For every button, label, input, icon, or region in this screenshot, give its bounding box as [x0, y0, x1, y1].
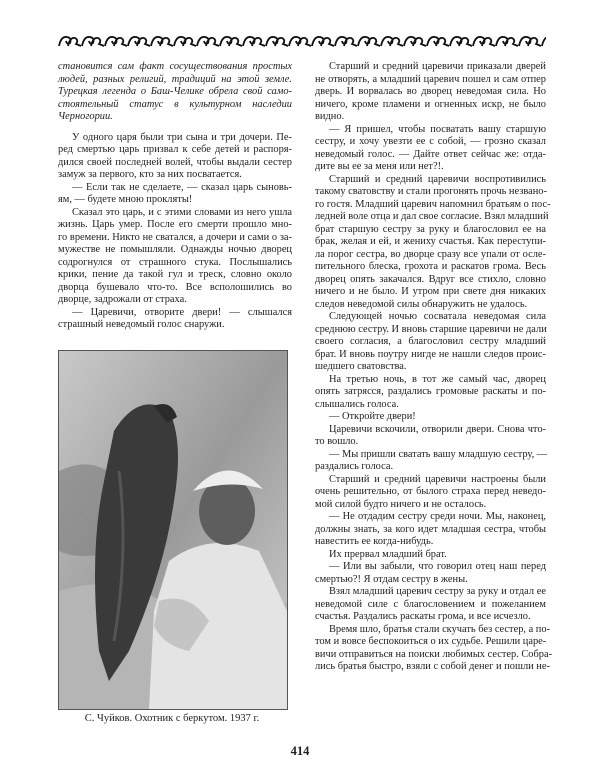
- text-line: такому сватовству и стали прогонять прочь незвано-: [315, 186, 547, 197]
- text-line: опять затрясся, раздались громовые раскаты и по-: [315, 386, 546, 397]
- text-line: мой силой будто ничего и не осталось.: [315, 498, 487, 510]
- text-line: раздались голоса.: [315, 461, 394, 472]
- text-line: дворца бушевало что-то. Все всполошились во: [58, 281, 292, 293]
- text-line: неведомой силе с благословением и пожеланием: [315, 598, 546, 610]
- text-line: видно.: [315, 111, 345, 122]
- illustration-hunter-with-eagle: [58, 350, 288, 710]
- wave-scroll-ornament-icon: [58, 34, 546, 48]
- text-line: неведомый голос. — Дайте ответ сейчас же: отда-: [315, 148, 546, 160]
- text-line: ледней воле отца и дал свое согласие. Взял младший: [315, 211, 549, 222]
- text-line: сестру, и хочу увезти ее с собой, — грозно сказал: [315, 136, 546, 147]
- text-line: содрогнулся от страшного стука. Послышались: [58, 256, 292, 268]
- paragraph: [58, 207, 292, 307]
- text-line: дите вы ее за меня или нет?!.: [315, 161, 444, 172]
- text-line: мужестве не помышляли. Однажды ночью дворец: [58, 244, 292, 255]
- text-line: дверь. И ворвалась во дворец неведомая сила. Но: [315, 86, 546, 97]
- text-line: слышались голоса.: [315, 398, 399, 410]
- text-line: пительного блеска, грохота и раскатов грома. Весь: [315, 261, 546, 272]
- text-line: должны знать, за кого идет младшая сестра, чтобы: [315, 523, 546, 535]
- text-line: очень решительно, от былого страха перед неведо-: [315, 486, 546, 497]
- text-line: У одного царя были три сына и три дочери. Пе-: [72, 131, 292, 143]
- text-line: брат. И вновь поутру нигде не нашли следов проис-: [315, 348, 546, 360]
- paragraph: [315, 424, 546, 449]
- paragraph: [315, 623, 553, 674]
- text-line: — Или вы забыли, что говорил отец наш перед: [329, 561, 546, 572]
- paragraph: [315, 374, 546, 412]
- text-line: го времени. Никто не сватался, а дочери и сами о за-: [58, 231, 292, 243]
- text-line: дворце, задрожали от страха.: [58, 294, 187, 305]
- text-line: навестить ее когда-нибудь.: [315, 536, 434, 547]
- paragraph: [315, 549, 546, 562]
- text-line: ред смертью царь призвал к себе детей и распоря-: [58, 144, 292, 155]
- text-line: ла порог сестра, во дворце сразу все упали от осле-: [315, 248, 546, 260]
- text-line: не отворять, а младший царевич пошел и сам отпер: [315, 73, 546, 85]
- text-line: следов неведомой силы обнаружить не удалось.: [315, 298, 528, 310]
- text-line: Их прервал младший брат.: [329, 548, 447, 560]
- text-line: брак, желая и ей, и жениху счастья. Как переступи-: [315, 236, 546, 247]
- figure-caption: С. Чуйков. Охотник с беркутом. 1937 г.: [84, 713, 260, 724]
- text-line: лись братья быстро, взяли с собой денег и пошли не-: [315, 661, 550, 672]
- page-number: 414: [290, 744, 310, 758]
- text-line: — Мы пришли сватать вашу младшую сестру, —: [329, 448, 548, 460]
- text-line: Время шло, братья стали скучать без сестер, а по-: [329, 623, 551, 635]
- paragraph: [315, 124, 546, 174]
- text-line: ям, — будете мною прокляты!: [58, 194, 193, 205]
- paragraph: [58, 132, 292, 182]
- text-line: Сказал это царь, и с этими словами из него ушла: [72, 206, 292, 218]
- text-line: ничего, кроме пламени и огненных искр, не было: [315, 98, 546, 110]
- text-line: крики, пение да такой гул и треск, словно около: [58, 269, 292, 280]
- text-line: Следующей ночью сосватала неведомая сила: [329, 311, 546, 322]
- text-line: Царевичи вскочили, отворили двери. Снова что-: [329, 423, 546, 435]
- paragraph: [315, 311, 546, 374]
- text-line: — Я пришел, чтобы посватать вашу старшую: [329, 123, 546, 135]
- paragraph: [315, 474, 546, 512]
- paragraph: [58, 182, 292, 207]
- paragraph: [315, 173, 551, 312]
- text-line: стоятельный статус в культурном наследии: [58, 98, 292, 110]
- text-line: Старший и средний царевичи настроены были: [329, 473, 546, 485]
- text-line: Старший и средний царевичи воспротивились: [329, 173, 546, 185]
- text-line: шедшего сватовства.: [315, 361, 407, 372]
- text-line: жизнь. Царь умер. После его смерти прошло мно-: [58, 219, 292, 230]
- text-line: — Если так не сделаете, — сказал царь сыновь-: [72, 181, 292, 193]
- text-line: — Откройте двери!: [329, 411, 416, 422]
- paragraph: [315, 511, 546, 549]
- text-line: брат старшую сестру за руку и благословил ее на: [315, 223, 546, 235]
- paragraph: [315, 449, 546, 474]
- text-line: дился своей последней волей, чтобы выдали сестер: [58, 156, 292, 168]
- text-line: людей, разных религий, традиций на этой земле.: [58, 73, 292, 85]
- paragraph: [315, 61, 546, 124]
- paragraph: [58, 61, 292, 124]
- right-column: [315, 61, 553, 674]
- text-line: замуж за первого, кто за них посватается.: [58, 169, 242, 180]
- text-line: счастья. Раздались раскаты грома, и все исчезло.: [315, 611, 531, 622]
- text-line: — Не отдадим сестру среди ночи. Мы, наконец,: [329, 511, 546, 522]
- text-line: Черногории.: [58, 111, 113, 122]
- text-line: — Царевичи, отворите двери! — слышался: [72, 306, 292, 318]
- text-line: своего согласия, а благословил сестру младший: [315, 336, 546, 347]
- paragraph: [315, 586, 546, 624]
- text-line: среднюю сестру. И вновь старшие царевичи не дали: [315, 323, 547, 335]
- text-line: ничего и не было. И утром при свете дня никаких: [315, 286, 546, 297]
- text-line: смертью?! Я отдам сестру в жены.: [315, 573, 468, 585]
- text-line: дворец опять закачался. Вдруг все стихло, словно: [315, 273, 546, 285]
- text-line: то вошло.: [315, 436, 359, 447]
- text-line: становится сам факт сосуществования простых: [58, 61, 292, 72]
- paragraph: [58, 307, 292, 332]
- text-line: На третью ночь, в тот же самый час, дворец: [329, 373, 546, 385]
- text-line: страшный неведомый голос снаружи.: [58, 319, 225, 330]
- text-line: Взял младший царевич сестру за руку и отдал ее: [329, 586, 546, 597]
- text-line: Старший и средний царевичи приказали дверей: [329, 61, 546, 72]
- text-line: Турецкая легенда о Баш-Челике обрела свой само-: [58, 86, 292, 97]
- text-line: вичи отправиться на поиски любимых сестер. Собра-: [315, 648, 553, 660]
- left-column: [58, 61, 292, 332]
- text-line: том и вовсе беспокоиться о их судьбе. Решили царе-: [315, 636, 547, 647]
- paragraph: [315, 561, 546, 586]
- text-line: го гостя. Младший царевич напомнил братьям о пос-: [315, 198, 551, 210]
- paragraph: [315, 411, 546, 424]
